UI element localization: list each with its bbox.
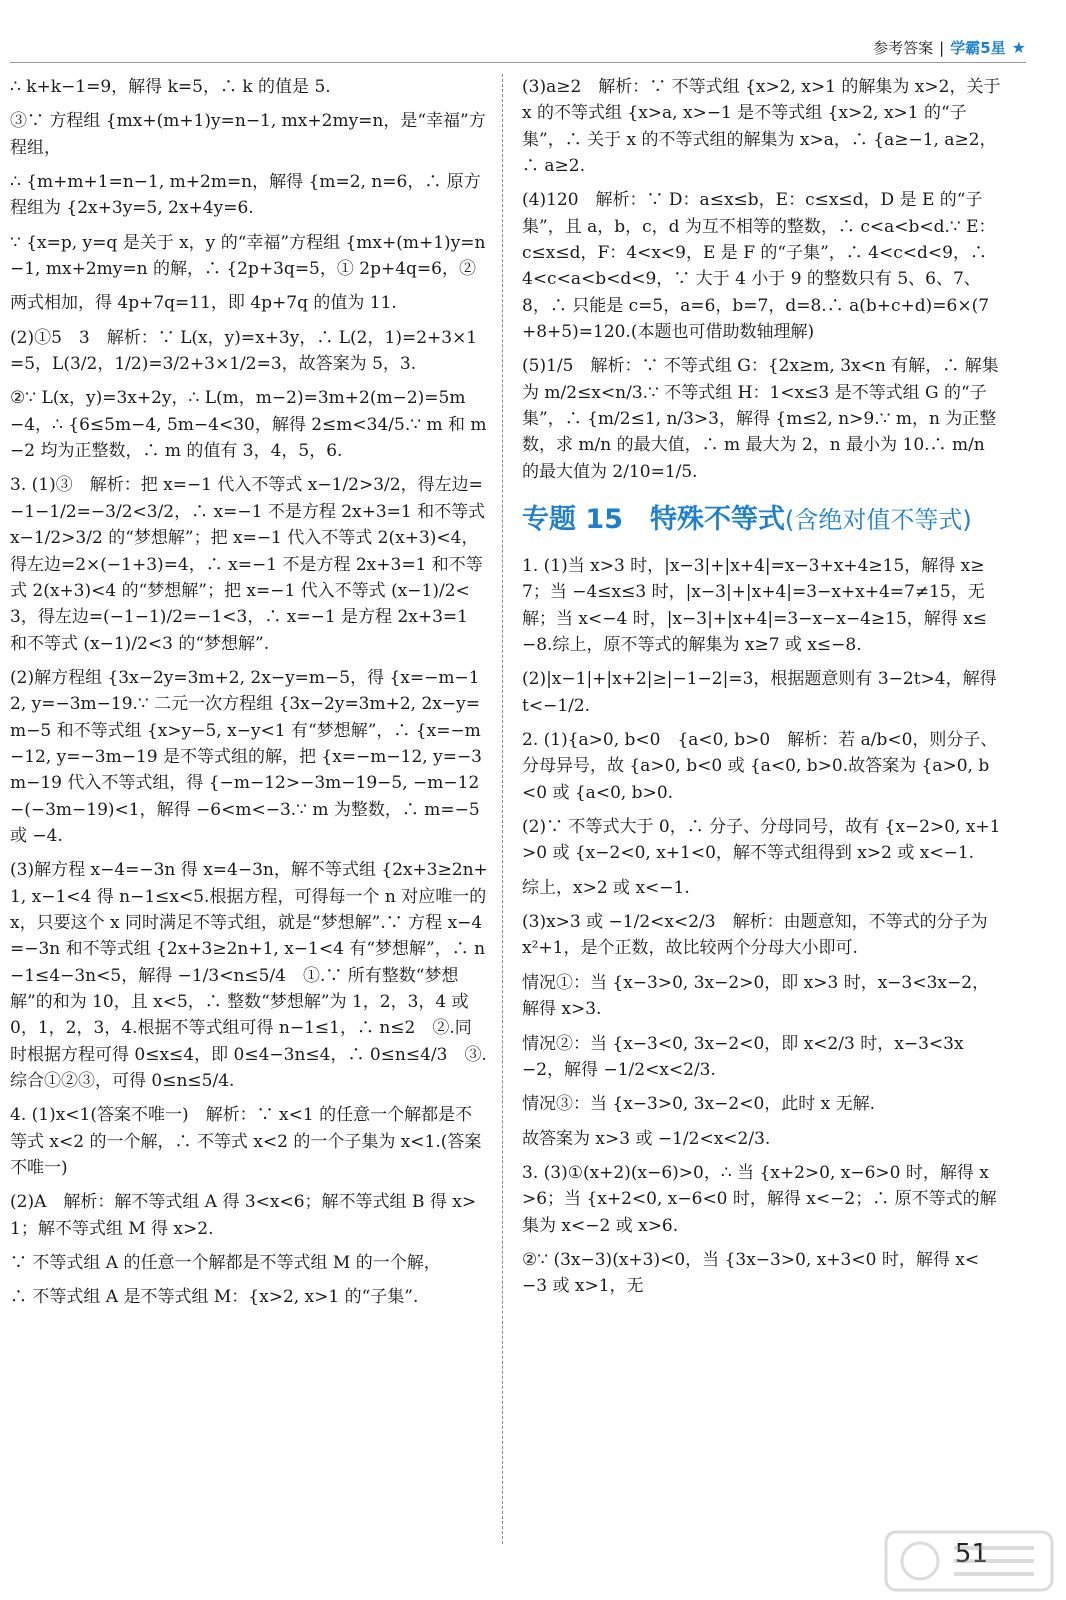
- right-paragraph: (3)a≥2 解析：∵ 不等式组 {x>2, x>1 的解集为 x>2，关于 x 的不等式组 {x>a, x>−1 是不等式组 {x>2, x>1 的“子集”，∴ 关于 x 的不等式组的解集为 x>a，∴ {a≥−1, a≥2，∴ a≥2.: [522, 77, 1001, 177]
- left-paragraph: 3. (1)③ 解析：把 x=−1 代入不等式 x−1/2>3/2，得左边=−1−1/2=−3/2<3/2，∴ x=−1 不是方程 2x+3=1 和不等式 x−1/2>3/2 的“梦想解”；把 x=−1 代入不等式 2(x+3)<4，得左边=2×(−1+3)=4，∴ x=−1 不是方程 2x+3=1 和不等式 2(x+3)<4 的“梦想解”；把 x=−1 代入不等式 (x−1)/2<3，得左边=(−1−1)/2=−1<3，∴ x=−1 是方程 2x+3=1 和不等式 (x−1)/2<3 的“梦想解”.: [10, 475, 486, 654]
- right-paragraph: (3)x>3 或 −1/2<x<2/3 解析：由题意知，不等式的分子为 x²+1，是个正数，故比较两个分母大小即可.: [522, 912, 988, 959]
- right-paragraph: 综上，x>2 或 x<−1.: [522, 877, 690, 898]
- right-paragraph: (5)1/5 解析：∵ 不等式组 G：{2x≥m, 3x<n 有解，∴ 解集为 m/2≤x<n/3.∵ 不等式组 H：1<x≤3 是不等式组 G 的“子集”，∴ {m/2≤1, n/3>3，解得 {m≤2, n>9.∵ m，n 为正整数，求 m/n 的最大值，∴ m 最大为 2，n 最小为 10.∴ m/n 的最大值为 2/10=1/5.: [522, 356, 999, 482]
- page-header: [873, 36, 1026, 61]
- header-section-label: 参考答案: [873, 38, 934, 57]
- left-paragraph: ∵ {x=p, y=q 是关于 x，y 的“幸福”方程组 {mx+(m+1)y=n−1, mx+2my=n 的解，∴ {2p+3q=5，① 2p+4q=6，②: [10, 232, 486, 280]
- right-paragraph: ②∵ (3x−3)(x+3)<0，当 {3x−3>0, x+3<0 时，解得 x<−3 或 x>1，无: [522, 1249, 980, 1297]
- left-paragraph: (3)解方程 x−4=−3n 得 x=4−3n，解不等式组 {2x+3≥2n+1, x−1<4 得 n−1≤x<5.根据方程，可得每一个 n 对应唯一的 x，只要这个 x 同时满足不等式组，就是“梦想解”.∵ 方程 x−4=−3n 和不等式组 {2x+3≥2n+1, x−1<4 有“梦想解”，∴ n−1≤4−3n<5，解得 −1/3<n≤5/4 ①.∵ 所有整数“梦想解”的和为 10，且 x<5，∴ 整数“梦想解”为 1，2，3，4 或 0，1，2，3，4.根据不等式组可得 n−1≤1，∴ n≤2 ②.同时根据方程可得 0≤x≤4，即 0≤4−3n≤4，∴ 0≤n≤4/3 ③.综合①②③，可得 0≤n≤5/4.: [10, 860, 488, 1092]
- left-paragraph: ③∵ 方程组 {mx+(m+1)y=n−1, mx+2my=n，是“幸福”方程组，: [10, 111, 486, 158]
- right-column: [522, 74, 1002, 1308]
- left-paragraph: 两式相加，得 4p+7q=11，即 4p+7q 的值为 11.: [10, 293, 397, 314]
- right-paragraph: 情况③：当 {x−3>0, 3x−2<0，此时 x 无解.: [522, 1094, 876, 1115]
- left-paragraph: (2)①5 3 解析：∵ L(x，y)=x+3y，∴ L(2，1)=2+3×1=5，L(3/2，1/2)=3/2+3×1/2=3，故答案为 5，3.: [10, 327, 478, 375]
- section-title-sub: (含绝对值不等式): [784, 506, 972, 535]
- left-paragraph: (2)解方程组 {3x−2y=3m+2, 2x−y=m−5，得 {x=−m−12, y=−3m−19.∵ 二元一次方程组 {3x−2y=3m+2, 2x−y=m−5 和不等式组 {x>y−5, x−y<1 有“梦想解”，∴ {x=−m−12, y=−3m−19 是不等式组的解，把 {x=−m−12, y=−3m−19 代入不等式组，得 {−m−12>−3m−19−5, −m−12−(−3m−19)<1，解得 −6<m<−3.∵ m 为整数，∴ m=−5 或 −4.: [10, 667, 482, 846]
- right-paragraph: 1. (1)当 x>3 时，|x−3|+|x+4|=x−3+x+4≥15，解得 x≥7；当 −4≤x≤3 时，|x−3|+|x+4|=3−x+x+4=7≠15，无解；当 x<−4 时，|x−3|+|x+4|=3−x−x−4≥15，解得 x≤−8.综上，原不等式的解集为 x≥7 或 x≤−8.: [522, 556, 988, 656]
- brand-logo: 学霸5星: [950, 38, 1006, 57]
- left-paragraph: ∵ 不等式组 A 的任意一个解都是不等式组 M 的一个解，: [10, 1253, 441, 1274]
- watermark-logo-icon: [884, 1530, 1054, 1592]
- right-paragraph: 情况①：当 {x−3>0, 3x−2>0，即 x>3 时，x−3<3x−2，解得 x>3.: [522, 972, 990, 1020]
- left-paragraph: ∴ 不等式组 A 是不等式组 M：{x>2, x>1 的“子集”.: [10, 1287, 419, 1308]
- right-paragraph: 2. (1){a>0, b<0 {a<0, b>0 解析：若 a/b<0，则分子、分母异号，故 {a>0, b<0 或 {a<0, b>0.故答案为 {a>0, b<0 或 {a<0, b>0.: [522, 730, 998, 803]
- right-paragraph: 故答案为 x>3 或 −1/2<x<2/3.: [522, 1128, 771, 1149]
- left-paragraph: ∴ {m+m+1=n−1, m+2m=n，解得 {m=2, n=6，∴ 原方程组为 {2x+3y=5, 2x+4y=6.: [10, 172, 481, 219]
- star-icon: ★: [1011, 38, 1026, 57]
- right-paragraph: (2)|x−1|+|x+2|≥|−1−2|=3，根据题意则有 3−2t>4，解得 t<−1/2.: [522, 669, 997, 716]
- left-paragraph: (2)A 解析：解不等式组 A 得 3<x<6；解不等式组 B 得 x>1；解不等式组 M 得 x>2.: [10, 1192, 477, 1239]
- left-paragraph: ∴ k+k−1=9，解得 k=5，∴ k 的值是 5.: [10, 77, 331, 97]
- section-title: [522, 499, 1002, 541]
- right-paragraph: (4)120 解析：∵ D：a≤x≤b，E：c≤x≤d，D 是 E 的“子集”，且 a，b，c，d 为互不相等的整数，∴ c<a<b<d.∵ E：c≤x≤d，F：4<x<9，E 是 F 的“子集”，∴ 4<c<d<9，∴ 4<c<a<b<d<9，∵ 大于 4 小于 9 的整数只有 5、6、7、8，∴ 只能是 c=5，a=6，b=7，d=8.∴ a(b+c+d)=6×(7+8+5)=120.(本题也可借助数轴理解): [522, 190, 996, 343]
- left-paragraph: ②∵ L(x，y)=3x+2y，∴ L(m，m−2)=3m+2(m−2)=5m−4，∴ {6≤5m−4, 5m−4<30，解得 2≤m<34/5.∵ m 和 m−2 均为正整数，∴ m 的值有 3，4，5，6.: [10, 388, 487, 462]
- column-divider: [502, 74, 503, 1544]
- header-rule: [10, 62, 1026, 63]
- left-column: [10, 74, 488, 1319]
- header-separator: |: [939, 38, 945, 57]
- right-paragraph: (2)∵ 不等式大于 0，∴ 分子、分母同号，故有 {x−2>0, x+1>0 或 {x−2<0, x+1<0，解不等式组得到 x>2 或 x<−1.: [522, 817, 1001, 864]
- page-number: 51: [954, 1538, 988, 1569]
- right-paragraph: 情况②：当 {x−3<0, 3x−2<0，即 x<2/3 时，x−3<3x−2，解得 −1/2<x<2/3.: [522, 1033, 964, 1080]
- right-paragraph: 3. (3)①(x+2)(x−6)>0，∴ 当 {x+2>0, x−6>0 时，解得 x>6；当 {x+2<0, x−6<0 时，解得 x<−2；∴ 原不等式的解集为 x<−2 或 x>6.: [522, 1162, 997, 1236]
- left-paragraph: 4. (1)x<1(答案不唯一) 解析：∵ x<1 的任意一个解都是不等式 x<2 的一个解，∴ 不等式 x<2 的一个子集为 x<1.(答案不唯一): [10, 1105, 482, 1179]
- section-title-main: 专题 15 特殊不等式: [522, 504, 785, 536]
